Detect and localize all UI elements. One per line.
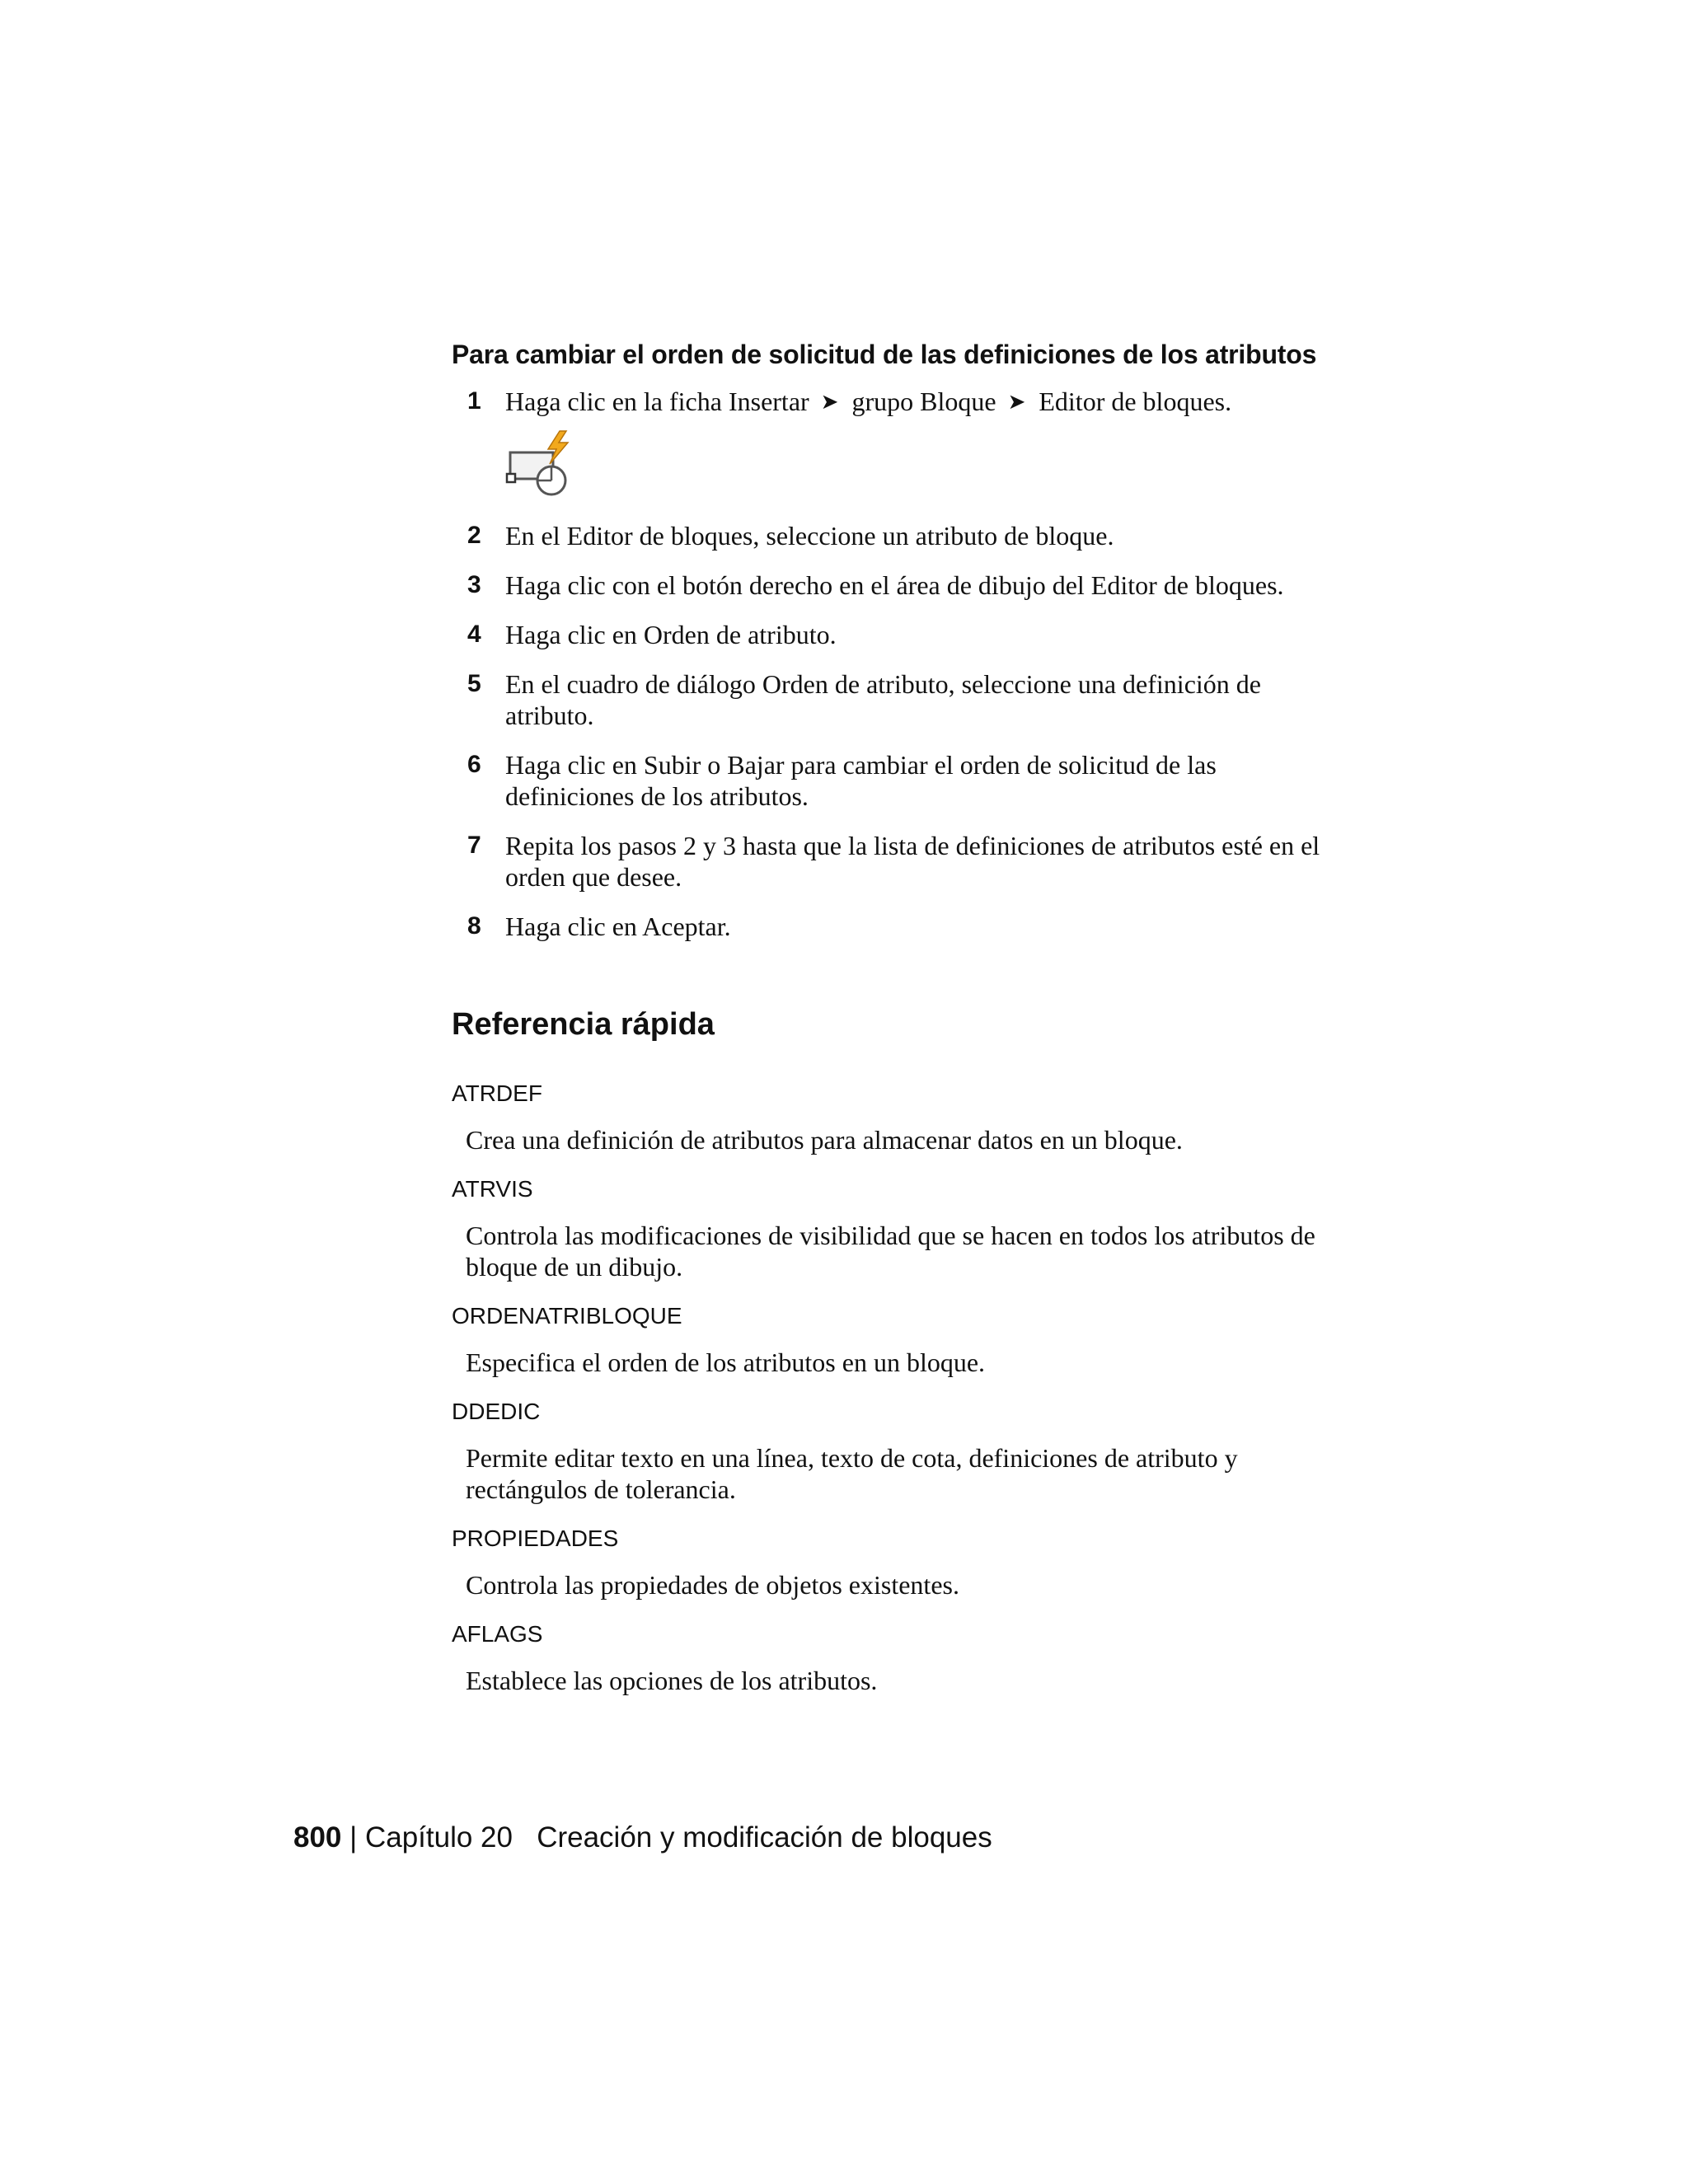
command-description: Controla las modificaciones de visibilidad que se hacen en todos los atributos de bloque de un dibujo.	[466, 1221, 1315, 1282]
step-5	[452, 668, 1342, 731]
step-number: 1	[467, 387, 481, 415]
step-text-part: Editor de bloques.	[1039, 387, 1232, 416]
step-number: 6	[467, 751, 481, 778]
command-name: PROPIEDADES	[452, 1526, 619, 1551]
step-text: Haga clic en Aceptar.	[505, 912, 731, 941]
step-number: 4	[467, 621, 481, 648]
command-description: Crea una definición de atributos para almacenar datos en un bloque.	[466, 1125, 1183, 1155]
procedure-title: Para cambiar el orden de solicitud de las definiciones de los atributos	[452, 340, 1317, 369]
footer-separator: |	[349, 1821, 358, 1854]
step-4	[452, 619, 1342, 650]
menu-arrow-icon: ➤	[820, 390, 839, 414]
step-8	[452, 911, 1342, 942]
step-text: Haga clic en Orden de atributo.	[505, 620, 837, 649]
command-entry	[452, 1398, 1342, 1505]
command-name: AFLAGS	[452, 1621, 543, 1647]
block-editor-icon	[505, 428, 579, 502]
step-number: 7	[467, 832, 481, 859]
command-list	[452, 1080, 1342, 1716]
command-entry	[452, 1525, 1342, 1601]
command-entry	[452, 1302, 1342, 1378]
step-text-part: grupo Bloque	[851, 387, 996, 416]
step-number: 3	[467, 571, 481, 598]
page-footer	[293, 1821, 992, 1854]
command-name: DDEDIC	[452, 1399, 541, 1424]
step-number: 8	[467, 912, 481, 940]
step-6	[452, 749, 1342, 812]
command-description: Permite editar texto en una línea, texto de cota, definiciones de atributo y rectángulos de tolerancia.	[466, 1443, 1238, 1504]
chapter-title: Creación y modificación de bloques	[537, 1821, 992, 1854]
step-number: 2	[467, 522, 481, 549]
section-heading: Referencia rápida	[452, 1007, 715, 1042]
page-number: 800	[293, 1821, 342, 1854]
command-name: ATRVIS	[452, 1176, 533, 1202]
command-description: Especifica el orden de los atributos en un bloque.	[466, 1347, 986, 1377]
step-2	[452, 520, 1342, 551]
command-entry	[452, 1620, 1342, 1696]
menu-arrow-icon: ➤	[1007, 390, 1026, 414]
step-text-part: Haga clic en la ficha Insertar	[505, 387, 809, 416]
step-text: Repita los pasos 2 y 3 hasta que la lista de definiciones de atributos esté en el orden que desee.	[505, 831, 1320, 892]
step-1	[452, 386, 1342, 502]
step-text: Haga clic en Subir o Bajar para cambiar el orden de solicitud de las definiciones de los atributos.	[505, 750, 1217, 811]
step-3	[452, 569, 1342, 601]
command-name: ORDENATRIBLOQUE	[452, 1303, 682, 1329]
step-text: En el Editor de bloques, seleccione un atributo de bloque.	[505, 521, 1114, 551]
procedure-steps	[452, 386, 1342, 960]
chapter-label: Capítulo 20	[364, 1821, 513, 1854]
step-text	[505, 386, 1342, 418]
step-text: En el cuadro de diálogo Orden de atributo, seleccione una definición de atributo.	[505, 669, 1261, 730]
command-entry	[452, 1175, 1342, 1282]
step-7	[452, 830, 1342, 893]
step-text: Haga clic con el botón derecho en el área de dibujo del Editor de bloques.	[505, 570, 1284, 600]
command-name: ATRDEF	[452, 1080, 542, 1106]
command-description: Controla las propiedades de objetos existentes.	[466, 1570, 959, 1600]
step-number: 5	[467, 670, 481, 697]
command-description: Establece las opciones de los atributos.	[466, 1666, 878, 1695]
command-entry	[452, 1080, 1342, 1155]
